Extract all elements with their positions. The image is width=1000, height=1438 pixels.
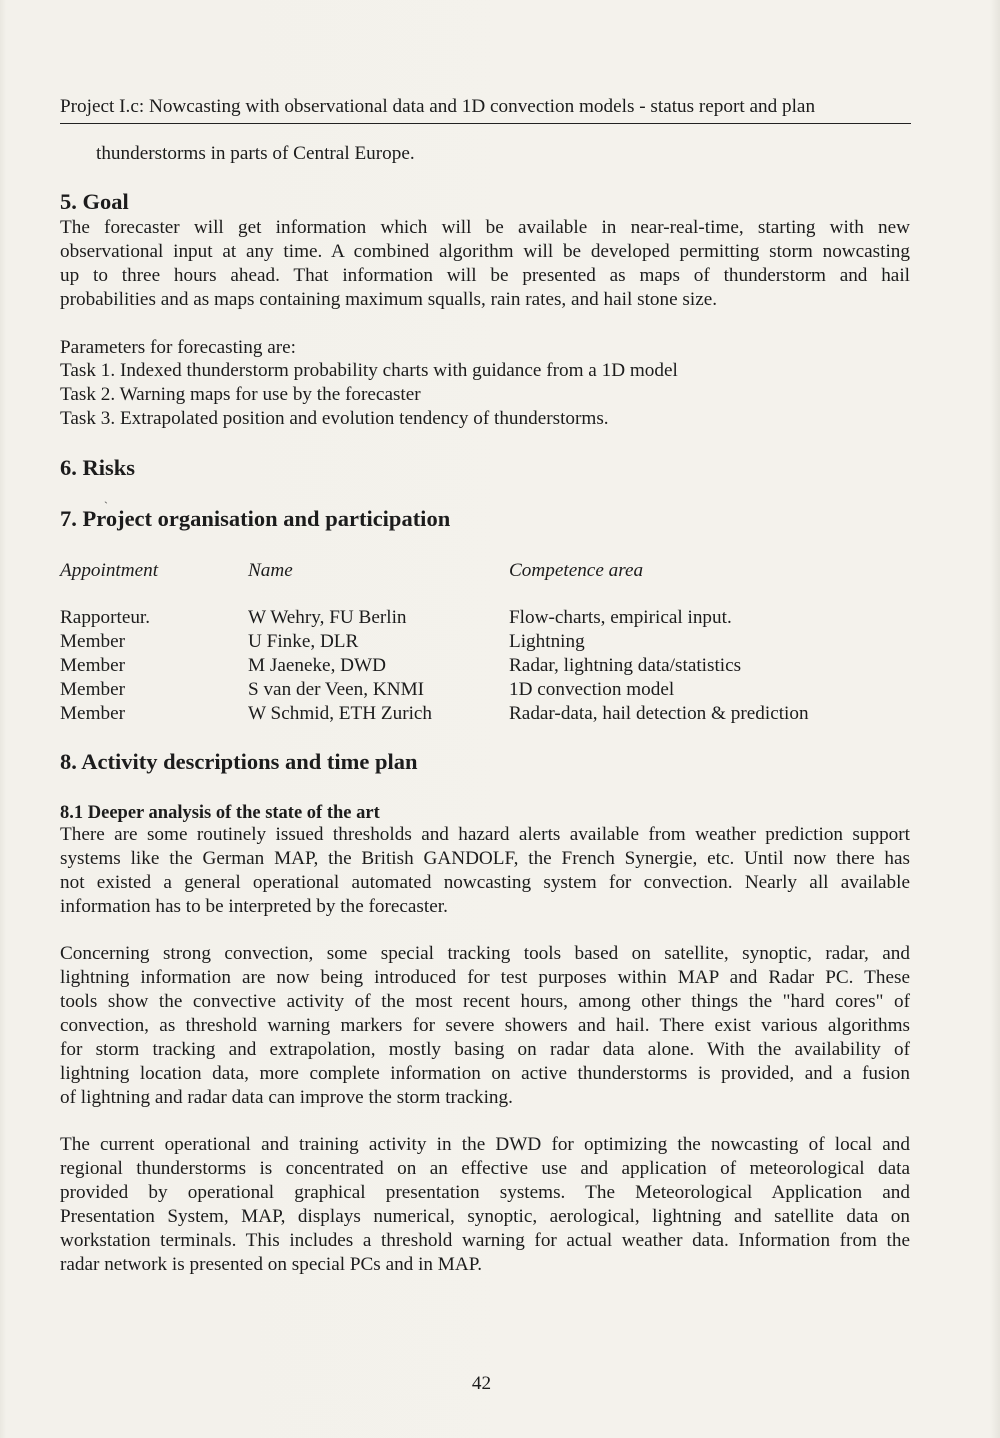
paragraph-line: of lightning and radar data can improve the storm tracking. [60, 1087, 513, 1108]
goal-line: observational input at any time. A combined algorithm will be developed permitting storm nowcasting [60, 241, 910, 262]
paragraph-line: for storm tracking and extrapolation, mostly basing on radar data alone. With the availability of [60, 1039, 910, 1060]
column-header-appointment: Appointment [60, 560, 159, 581]
organisation-heading: 7. Project organisation and participation [60, 506, 451, 531]
paragraph-line: There are some routinely issued thresholds and hazard alerts available from weather prediction support [60, 824, 910, 845]
paragraph-line: not existed a general operational automated nowcasting system for convection. Nearly all available [60, 872, 910, 893]
paragraph-line: convection, as threshold warning markers for severe showers and hail. There exist various algorithms [60, 1015, 910, 1036]
page-number: 42 [471, 1373, 492, 1394]
state-of-art-subheading: 8.1 Deeper analysis of the state of the art [60, 803, 380, 823]
pen-mark: ˏ [104, 490, 108, 504]
paragraph-line: tools show the convective activity of the most recent hours, among other things the "hard cores" of [60, 991, 910, 1012]
table-cell-appointment: Member [60, 703, 126, 724]
table-cell-competence: Flow-charts, empirical input. [509, 607, 732, 628]
paragraph-line: radar network is presented on special PCs and in MAP. [60, 1254, 483, 1275]
table-cell-name: W Schmid, ETH Zurich [248, 703, 433, 724]
column-header-name: Name [248, 560, 293, 581]
column-header-competence: Competence area [509, 560, 644, 581]
activity-paragraph-3 [60, 1133, 910, 1277]
paragraph-line: workstation terminals. This includes a threshold warning for actual weather data. Information from the [60, 1230, 910, 1251]
table-cell-name: M Jaeneke, DWD [248, 655, 386, 676]
activity-heading: 8. Activity descriptions and time plan [60, 749, 418, 774]
table-cell-name: S van der Veen, KNMI [248, 679, 425, 700]
risks-heading: 6. Risks [60, 455, 136, 480]
paragraph-line: Concerning strong convection, some special tracking tools based on satellite, synoptic, radar, and [60, 943, 910, 964]
table-cell-appointment: Member [60, 631, 126, 652]
task-item: Task 3. Extrapolated position and evolution tendency of thunderstorms. [60, 408, 609, 429]
paragraph-line: provided by operational graphical presentation systems. The Meteorological Application and [60, 1182, 910, 1203]
running-header: Project I.c: Nowcasting with observational data and 1D convection models - status report and plan [60, 96, 816, 117]
goal-paragraph [60, 216, 910, 312]
paragraph-line: Presentation System, MAP, displays numerical, synoptic, aerological, lightning and satellite data on [60, 1206, 910, 1227]
task-item: Task 1. Indexed thunderstorm probability charts with guidance from a 1D model [60, 360, 678, 381]
table-cell-competence: Radar, lightning data/statistics [509, 655, 742, 676]
paragraph-line: regional thunderstorms is concentrated on an effective use and application of meteorological data [60, 1158, 910, 1179]
header-rule [60, 123, 911, 124]
table-cell-appointment: Rapporteur. [60, 607, 151, 628]
activity-paragraph-1 [60, 823, 910, 919]
activity-paragraph-2 [60, 942, 910, 1110]
paragraph-line: information has to be interpreted by the forecaster. [60, 896, 448, 917]
table-cell-appointment: Member [60, 679, 126, 700]
table-cell-competence: Radar-data, hail detection & prediction [509, 703, 809, 724]
paragraph-line: lightning location data, more complete information on active thunderstorms is provided, and a fusion [60, 1063, 910, 1084]
goal-heading: 5. Goal [60, 189, 129, 214]
table-cell-competence: 1D convection model [509, 679, 675, 700]
goal-line: probabilities and as maps containing maximum squalls, rain rates, and hail stone size. [60, 289, 718, 310]
table-cell-appointment: Member [60, 655, 126, 676]
goal-line: up to three hours ahead. That information will be presented as maps of thunderstorm and hail [60, 265, 910, 286]
continuation-line: thunderstorms in parts of Central Europe. [96, 143, 415, 164]
paragraph-line: The current operational and training activity in the DWD for optimizing the nowcasting of local and [60, 1134, 910, 1155]
task-item: Task 2. Warning maps for use by the forecaster [60, 384, 421, 405]
goal-line: The forecaster will get information which will be available in near-real-time, starting with new [60, 217, 910, 238]
paragraph-line: systems like the German MAP, the British GANDOLF, the French Synergie, etc. Until now there has [60, 848, 910, 869]
parameters-intro: Parameters for forecasting are: [60, 337, 296, 358]
table-cell-competence: Lightning [509, 631, 585, 652]
table-cell-name: U Finke, DLR [248, 631, 359, 652]
table-cell-name: W Wehry, FU Berlin [248, 607, 407, 628]
paragraph-line: lightning information are now being introduced for test purposes within MAP and Radar PC. These [60, 967, 910, 988]
